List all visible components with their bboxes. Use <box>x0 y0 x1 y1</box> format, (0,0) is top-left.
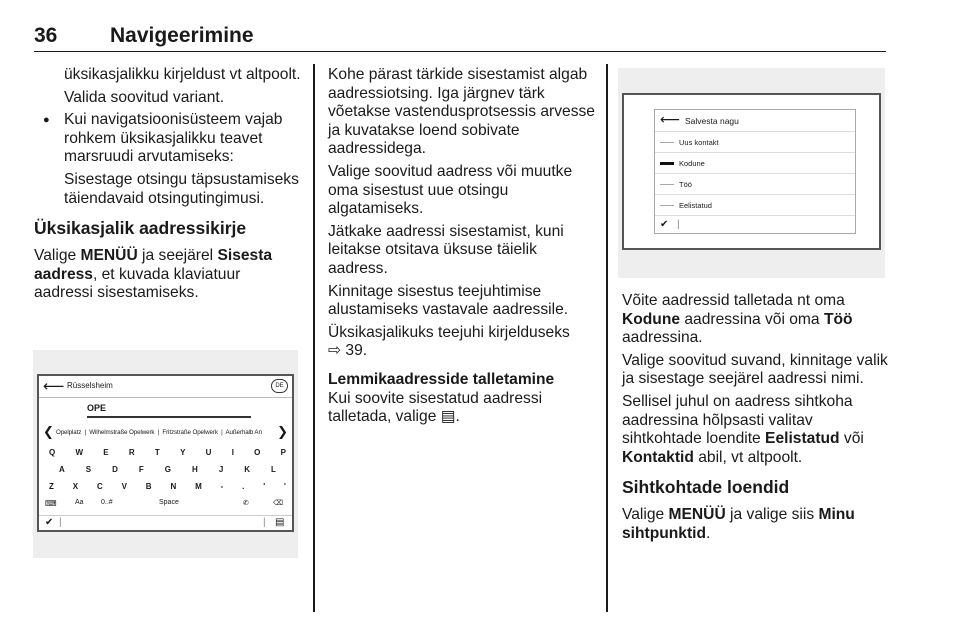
number-key[interactable]: 0..# <box>101 499 113 506</box>
space-key[interactable]: Space <box>159 499 179 506</box>
paragraph: Võite aadressid talletada nt oma Kodune aadressina või oma Töö aadressina. <box>622 292 853 347</box>
key[interactable]: O <box>254 448 261 457</box>
checkmark-icon[interactable]: ✔ <box>660 219 669 230</box>
key[interactable]: I <box>231 448 234 457</box>
selected-icon <box>660 162 674 165</box>
text-cursor: | <box>677 219 680 230</box>
key[interactable]: A <box>59 465 65 474</box>
infotainment-screen <box>37 374 294 532</box>
city-field[interactable]: Rüsselsheim <box>67 381 113 390</box>
suggestion-item[interactable]: Opelplatz <box>56 429 82 436</box>
page-number: 36 <box>34 24 58 47</box>
page-title: Navigeerimine <box>110 24 254 47</box>
paragraph: Valige soovitud suvand, kinnitage valik ja sisestage seejärel aadressi nimi. <box>622 351 888 388</box>
key[interactable]: J <box>218 465 224 474</box>
suggestion-item[interactable]: Fritzstraße Opelwerk <box>162 429 218 436</box>
key[interactable]: X <box>72 482 79 491</box>
suggestion-item[interactable]: Außerhalb An <box>225 429 262 436</box>
case-key[interactable]: Aa <box>75 499 84 506</box>
work-icon <box>660 184 674 185</box>
keyboard-screenshot <box>33 350 298 558</box>
paragraph: Valida soovitud variant. <box>64 88 225 106</box>
save-icon: ▤ <box>440 408 456 426</box>
infotainment-screen <box>622 93 881 250</box>
save-as-panel <box>654 109 856 234</box>
key[interactable]: N <box>170 482 177 491</box>
save-as-screenshot <box>618 68 885 278</box>
key[interactable]: B <box>145 482 152 491</box>
paragraph: Sellisel juhul on aadress sihtkoha aadressina hõlpsasti valitav sihtkohtade loendite Eelistatud või Kontaktid abil, vt altpoolt. <box>622 392 864 466</box>
key[interactable]: . <box>242 482 245 491</box>
list-item[interactable]: Kodune <box>655 154 855 174</box>
key[interactable]: R <box>128 448 135 457</box>
save-icon[interactable]: ▤ <box>275 517 285 528</box>
key[interactable]: M <box>195 482 202 491</box>
key[interactable]: Z <box>49 482 54 491</box>
key[interactable]: ' <box>284 482 286 491</box>
paragraph: Jätkake aadressi sisestamist, kuni leitakse otsitava üksuse täielik aadress. <box>328 222 564 277</box>
checkmark-icon[interactable]: ✔ <box>45 517 54 528</box>
key[interactable]: F <box>138 465 144 474</box>
chevron-left-icon[interactable]: ❮ <box>43 424 54 439</box>
column-3 <box>622 292 888 548</box>
language-button[interactable]: DE <box>271 379 288 393</box>
paragraph: Üksikasjalikuks teejuhi kirjelduseks ⇨ 39. <box>328 323 570 360</box>
key[interactable]: L <box>271 465 276 474</box>
address-input[interactable]: OPE <box>87 403 107 413</box>
key[interactable]: T <box>154 448 160 457</box>
speech-icon[interactable]: ✆ <box>243 500 249 507</box>
key[interactable]: E <box>103 448 109 457</box>
paragraph: Kohe pärast tärkide sisestamist algab aadressiotsing. Iga järgnev tärk võetakse vastendusprotsessis arvesse ja kuvatakse loend sobivate aadressidega. <box>328 66 595 158</box>
text-cursor: | <box>263 517 266 528</box>
key[interactable]: W <box>75 448 84 457</box>
section-heading: Üksikasjalik aadressikirje <box>34 218 247 239</box>
keyboard-row <box>47 465 288 474</box>
key[interactable]: Q <box>49 448 56 457</box>
bullet-item: ● Kui navigatsioonisüsteem vajab rohkem üksikasjalikku teavet marsruudi arvutamiseks: <box>34 111 302 167</box>
column-divider <box>606 64 608 612</box>
key[interactable]: U <box>205 448 212 457</box>
paragraph: Valige MENÜÜ ja seejärel Sisesta aadress, et kuvada klaviatuur aadressi sisestamiseks. <box>34 247 273 302</box>
arrow-left-icon[interactable]: ⟵ <box>43 378 65 395</box>
paragraph: Kui soovite sisestatud aadressi talletada, valige ▤. <box>328 389 543 426</box>
suggestion-bar: ❮ Opelplatz | Wilhelmstraße Opelwerk | Fritzstraße Opelwerk | Außerhalb An ❯ <box>43 424 288 439</box>
paragraph: Valige MENÜÜ ja valige siis Minu sihtpunktid. <box>622 506 855 542</box>
list-item[interactable]: Uus kontakt <box>655 133 855 153</box>
contact-icon <box>660 142 674 143</box>
chevron-right-icon[interactable]: ❯ <box>277 424 288 439</box>
page-header <box>34 6 886 52</box>
section-heading: Sihtkohtade loendid <box>622 477 790 498</box>
key[interactable]: ' <box>263 482 266 491</box>
panel-title: Salvesta nagu <box>685 116 739 126</box>
page-ref-icon: ⇨ <box>328 342 346 360</box>
key[interactable]: V <box>121 482 127 491</box>
column-1 <box>34 66 302 307</box>
key[interactable]: - <box>220 482 224 491</box>
paragraph: Kinnitage sisestus teejuhtimise alustamiseks vastavale aadressile. <box>328 282 569 319</box>
paragraph: Valige soovitud aadress või muutke oma sisestust uue otsingu algatamiseks. <box>328 162 573 218</box>
key[interactable]: H <box>192 465 198 474</box>
paragraph: Sisestage otsingu täpsustamiseks täiendavaid otsingutingimusi. <box>64 170 299 207</box>
key[interactable]: D <box>112 465 118 474</box>
column-2 <box>328 66 600 431</box>
backspace-icon[interactable]: ⌫ <box>273 500 283 507</box>
list-item[interactable]: Eelistatud <box>655 196 855 216</box>
key[interactable]: Y <box>180 448 186 457</box>
keyboard-row <box>47 482 288 491</box>
key[interactable]: C <box>96 482 103 491</box>
arrow-left-icon[interactable]: ⟵ <box>660 111 681 127</box>
subsection-heading: Lemmikaadresside talletamine <box>328 370 555 388</box>
paragraph: üksikasjalikku kirjeldust vt altpoolt. <box>64 66 301 83</box>
list-item[interactable]: Töö <box>655 175 855 195</box>
key[interactable]: G <box>164 465 172 474</box>
favourite-icon <box>660 205 674 206</box>
keyboard-row <box>47 448 288 457</box>
suggestion-item[interactable]: Wilhelmstraße Opelwerk <box>89 429 155 436</box>
key[interactable]: K <box>244 465 251 474</box>
keyboard-icon[interactable]: ⌨ <box>45 499 57 508</box>
column-divider <box>313 64 315 612</box>
key[interactable]: S <box>85 465 92 474</box>
text-cursor: | <box>59 517 62 528</box>
key[interactable]: P <box>280 448 286 457</box>
